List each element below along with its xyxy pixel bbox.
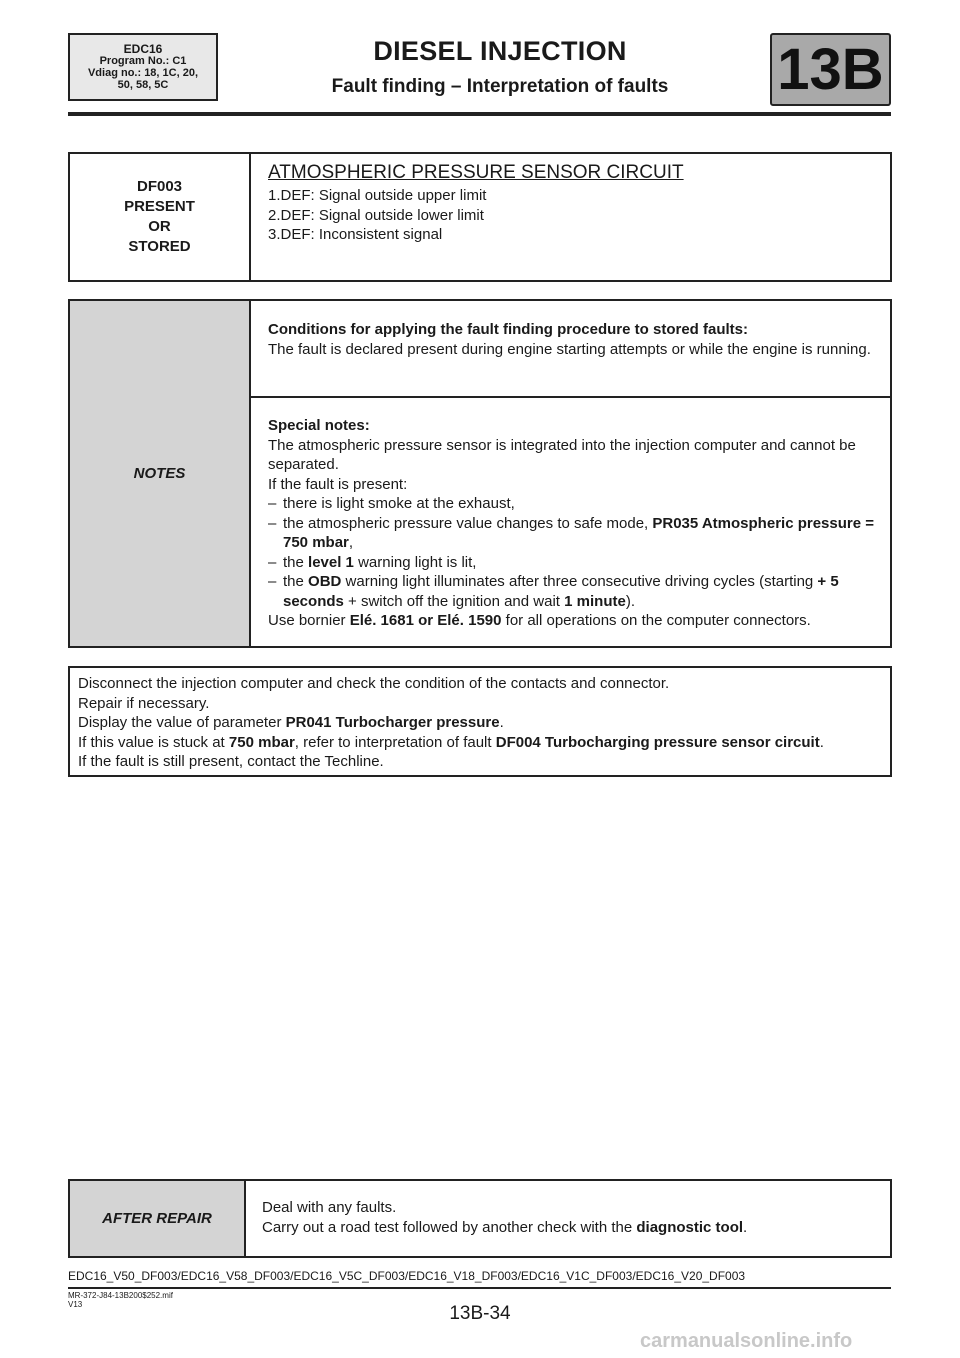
fault-title: ATMOSPHERIC PRESSURE SENSOR CIRCUIT	[268, 162, 684, 183]
special-intro: The atmospheric pressure sensor is integrated into the injection computer and cannot be separated.	[268, 436, 856, 473]
bullet-safe-mode: the atmospheric pressure value changes to safe mode, PR035 Atmospheric pressure = 750 mbar,	[283, 514, 874, 551]
special-notes-section	[268, 416, 880, 631]
fault-status-stored: STORED	[128, 238, 191, 255]
after-repair-text	[262, 1198, 882, 1237]
fault-def-1: 1.DEF: Signal outside upper limit	[268, 187, 487, 204]
notes-label: NOTES	[133, 464, 186, 482]
after-repair-line-1: Deal with any faults.	[262, 1199, 397, 1216]
notes-label-cell	[70, 301, 251, 646]
file-info	[68, 1291, 173, 1309]
version-label: V13	[68, 1300, 83, 1309]
fault-status-or: OR	[148, 218, 171, 235]
bullet-warning-light: the level 1 warning light is lit,	[283, 553, 477, 571]
page-title: DIESEL INJECTION	[373, 36, 627, 66]
if-present-text: If the fault is present:	[268, 475, 408, 493]
section-code-badge: 13B	[770, 33, 891, 106]
conditions-heading: Conditions for applying the fault finding procedure to stored faults:	[268, 321, 748, 338]
box-line-vdiag-cont: 50, 58, 5C	[117, 79, 169, 91]
fault-def-2: 2.DEF: Signal outside lower limit	[268, 206, 484, 224]
bullet-obd: the OBD warning light illuminates after three consecutive driving cycles (starting + 5 seconds + switch off the ignition and wait 1 minute).	[283, 573, 839, 610]
dash-glyph: –	[268, 495, 277, 512]
notes-divider	[251, 396, 890, 398]
after-repair-label-cell	[70, 1181, 246, 1256]
fault-code: DF003	[136, 178, 183, 195]
box-line-edc: EDC16	[123, 42, 163, 56]
list-item	[268, 572, 880, 611]
reference-codes: EDC16_V50_DF003/EDC16_V58_DF003/EDC16_V5C_DF003/EDC16_V18_DF003/EDC16_V1C_DF003/EDC16_V20_DF003	[68, 1269, 746, 1283]
action-line-3: Display the value of parameter PR041 Turbocharger pressure.	[78, 714, 504, 731]
dash-glyph: –	[268, 573, 277, 590]
fault-status-cell	[70, 154, 251, 280]
conditions-text: The fault is declared present during engine starting attempts or while the engine is running.	[268, 340, 871, 358]
bullet-smoke: there is light smoke at the exhaust,	[283, 495, 515, 512]
footer-divider	[68, 1287, 891, 1289]
page-number: 13B-34	[449, 1303, 511, 1324]
box-line-program: Program No.: C1	[99, 55, 187, 67]
action-text	[78, 674, 890, 772]
watermark: carmanualsonline.info	[640, 1330, 853, 1352]
action-line-1: Disconnect the injection computer and check the condition of the contacts and connector.	[78, 675, 670, 692]
mif-filename: MR-372-J84-13B200$252.mif	[68, 1291, 173, 1300]
list-item	[268, 553, 880, 573]
bornier-text: Use bornier Elé. 1681 or Elé. 1590 for all operations on the computer connectors.	[268, 612, 811, 629]
action-line-2: Repair if necessary.	[78, 694, 210, 712]
list-item	[268, 514, 880, 553]
vehicle-info-box	[68, 33, 218, 101]
fault-definitions	[268, 186, 486, 245]
fault-def-3: 3.DEF: Inconsistent signal	[268, 226, 443, 243]
list-item	[268, 494, 880, 514]
fault-status-present: PRESENT	[124, 198, 195, 215]
dash-glyph: –	[268, 553, 277, 571]
after-repair-line-2: Carry out a road test followed by another check with the diagnostic tool.	[262, 1218, 748, 1236]
conditions-section	[268, 320, 878, 359]
page-subtitle: Fault finding – Interpretation of faults	[331, 76, 669, 97]
special-heading: Special notes:	[268, 417, 370, 434]
box-line-vdiag: Vdiag no.: 18, 1C, 20,	[87, 67, 199, 79]
action-line-5: If the fault is still present, contact the Techline.	[78, 753, 384, 770]
dash-glyph: –	[268, 514, 277, 532]
header-divider	[68, 112, 891, 116]
after-repair-label: AFTER REPAIR	[102, 1209, 212, 1227]
action-line-4: If this value is stuck at 750 mbar, refer to interpretation of fault DF004 Turbocharging pressure sensor circuit.	[78, 733, 824, 751]
